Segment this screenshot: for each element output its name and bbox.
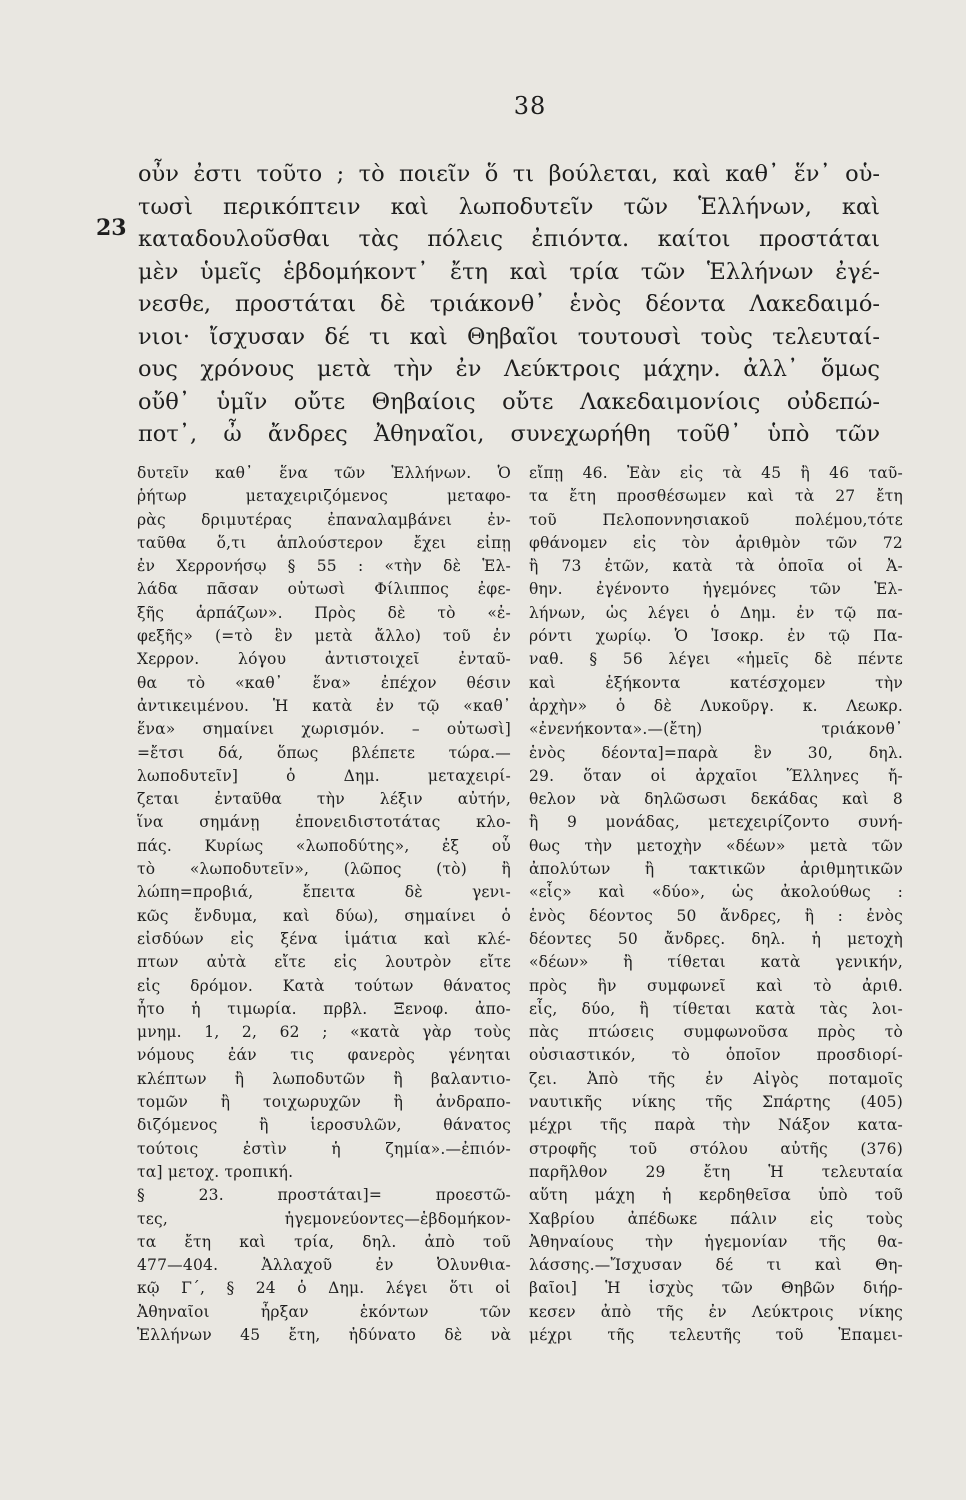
commentary-line: φθάνομεν εἰς τὸν ἀριθμὸν τῶν 72 bbox=[529, 533, 903, 552]
commentary-line: =ἔτσι δά, ὅπως βλέπετε τώρα.— bbox=[137, 743, 511, 762]
commentary-line: ρὰς δριμυτέρας ἐπαναλαμβάνει ἐν- bbox=[137, 510, 511, 529]
commentary-line: ἑνὸς δέοντος 50 ἄνδρες, ἢ : ἑνὸς bbox=[529, 906, 903, 925]
commentary-line: Χερρον. λόγου ἀντιστοιχεῖ ἐνταῦ- bbox=[137, 650, 511, 669]
commentary-line: ἀρχὴν» ὁ δὲ Λυκοῦργ. κ. Λεωκρ. bbox=[529, 696, 903, 715]
commentary-line: τα ἔτη προσθέσωμεν καὶ τὰ 27 ἔτη bbox=[529, 487, 903, 506]
commentary-right-column bbox=[529, 462, 903, 1347]
commentary-line: τα] μετοχ. τροπική. bbox=[137, 1162, 294, 1181]
commentary-line: ρόντι χωρίῳ. Ὁ Ἰσοκρ. ἐν τῷ Πα- bbox=[529, 627, 903, 646]
commentary-line: § 23. προστάται]= προεστῶ- bbox=[137, 1186, 511, 1205]
commentary-line: διζόμενος ἢ ἱεροσυλῶν, θάνατος bbox=[137, 1116, 511, 1135]
main-text-line: οὔθ᾽ ὑμῖν οὔτε Θηβαίοις οὔτε Λακεδαιμονίοις οὐδεπώ- bbox=[138, 388, 880, 415]
commentary-line: 29. ὅταν οἱ ἀρχαῖοι Ἕλληνες ἤ- bbox=[529, 766, 903, 785]
commentary-line: λώπη=προβιά, ἔπειτα δὲ γενι- bbox=[137, 883, 511, 902]
commentary-line: κῷ Γ΄, § 24 ὁ Δημ. λέγει ὅτι οἱ bbox=[137, 1279, 511, 1298]
main-text-line: ους χρόνους μετὰ τὴν ἐν Λεύκτροις μάχην. ἀλλ᾽ ὅμως bbox=[138, 356, 880, 382]
commentary-line: τες, ἡγεμονεύοντες—ἑβδομήκον- bbox=[137, 1209, 511, 1228]
commentary-line: λάδα πᾶσαν οὑτωσὶ Φίλιππος ἐφε- bbox=[137, 580, 511, 599]
main-text-line: ποτ᾽, ὦ ἄνδρες Ἀθηναῖοι, συνεχωρήθη τοῦθ᾽ ὑπὸ τῶν bbox=[138, 421, 880, 447]
main-text-line: νιοι· ἴσχυσαν δέ τι καὶ Θηβαῖοι τουτουσὶ τοὺς τελευταί- bbox=[138, 323, 880, 350]
commentary-line: θως τὴν μετοχὴν «δέων» μετὰ τῶν bbox=[529, 836, 903, 855]
commentary-line: νόμους ἐάν τις φανερὸς γένηται bbox=[137, 1046, 511, 1065]
commentary-line: ἐν Χερρονήσῳ § 55 : «τὴν δὲ Ἑλ- bbox=[137, 557, 511, 576]
commentary-line: εἴπῃ 46. Ἐὰν εἰς τὰ 45 ἢ 46 ταῦ- bbox=[529, 464, 903, 482]
commentary-line: εἰς δρόμον. Κατὰ τούτων θάνατος bbox=[137, 976, 511, 995]
commentary-line: θελον νὰ δηλῶσωσι δεκάδας καὶ 8 bbox=[529, 790, 903, 809]
commentary-line: «δέων» ἢ τίθεται κατὰ γενικήν, bbox=[529, 953, 903, 972]
commentary-line: μέχρι τῆς παρὰ τὴν Νάξον κατα- bbox=[529, 1116, 903, 1135]
commentary-line: θην. ἐγένοντο ἡγεμόνες τῶν Ἑλ- bbox=[529, 580, 903, 599]
commentary-line: εἷς, δύο, ἢ τίθεται κατὰ τὰς λοι- bbox=[529, 999, 903, 1018]
commentary-line: λήνων, ὡς λέγει ὁ Δημ. ἐν τῷ πα- bbox=[529, 603, 903, 622]
commentary-line: στροφῆς τοῦ στόλου αὐτῆς (376) bbox=[529, 1139, 903, 1158]
commentary-line: τομῶν ἢ τοιχωρυχῶν ἢ ἀνδραπο- bbox=[137, 1093, 511, 1112]
commentary-line: πὰς πτώσεις συμφωνοῦσα πρὸς τὸ bbox=[529, 1023, 903, 1042]
commentary-line: «ἐνενήκοντα».—(ἔτη) τριάκονθ᾽ bbox=[529, 720, 903, 739]
commentary-line: «εἷς» καὶ «δύο», ὡς ἀκολούθως : bbox=[529, 883, 903, 902]
commentary-line: ἑνὸς δέοντα]=παρὰ ἓν 30, δηλ. bbox=[529, 743, 903, 762]
main-text bbox=[138, 158, 880, 451]
commentary-line: φεξῆς» (=τὸ ἓν μετὰ ἄλλο) τοῦ ἐν bbox=[137, 627, 511, 646]
commentary-line: Ἀθηναῖοι ἦρξαν ἑκόντων τῶν bbox=[137, 1302, 511, 1321]
commentary-line: κλέπτων ἢ λωποδυτῶν ἢ βαλαντιο- bbox=[137, 1069, 511, 1088]
commentary-line: τοῦ Πελοποννησιακοῦ πολέμου,τότε bbox=[529, 510, 903, 529]
main-text-line: καταδουλοῦσθαι τὰς πόλεις ἐπιόντα. καίτοι προστάται bbox=[138, 226, 880, 252]
commentary-line: ἦτο ἡ τιμωρία. πρβλ. Ξενοφ. ἀπο- bbox=[137, 999, 511, 1018]
commentary-line: πρὸς ἣν συμφωνεῖ καὶ τὸ ἀριθ. bbox=[529, 976, 903, 995]
main-text-line: νεσθε, προστάται δὲ τριάκονθ᾽ ἑνὸς δέοντα Λακεδαιμό- bbox=[138, 291, 880, 317]
commentary-line: ἢ 73 ἐτῶν, κατὰ τὰ ὁποῖα οἱ Ἀ- bbox=[529, 557, 903, 576]
section-marker: 23 bbox=[96, 215, 127, 241]
commentary-line: θα τὸ «καθ᾽ ἕνα» ἐπέχον θέσιν bbox=[137, 673, 511, 692]
commentary-line: αὕτη μάχη ἡ κερδηθεῖσα ὑπὸ τοῦ bbox=[529, 1186, 903, 1205]
commentary-line: παρῆλθον 29 ἔτη Ἡ τελευταία bbox=[529, 1162, 903, 1181]
commentary-line: μέχρι τῆς τελευτῆς τοῦ Ἐπαμει- bbox=[529, 1325, 903, 1344]
commentary-line: πτων αὐτὰ εἴτε εἰς λουτρὸν εἴτε bbox=[137, 953, 511, 972]
commentary-line: τὸ «λωποδυτεῖν», (λῶπος (τὸ) ἢ bbox=[137, 860, 511, 879]
commentary-line: 477—404. Ἀλλαχοῦ ἐν Ὀλυνθια- bbox=[137, 1256, 511, 1275]
commentary-line: δέοντες 50 ἄνδρες. δηλ. ἡ μετοχὴ bbox=[529, 929, 903, 948]
commentary-line: λωποδυτεῖν] ὁ Δημ. μεταχειρί- bbox=[137, 766, 511, 785]
commentary-line: Χαβρίου ἀπέδωκε πάλιν εἰς τοὺς bbox=[529, 1209, 903, 1228]
commentary-line: ζει. Ἀπὸ τῆς ἐν Αἰγὸς ποταμοῖς bbox=[529, 1069, 903, 1088]
commentary-line: ζεται ἐνταῦθα τὴν λέξιν αὐτήν, bbox=[137, 790, 511, 809]
commentary-line: ῥήτωρ μεταχειριζόμενος μεταφο- bbox=[137, 487, 511, 506]
commentary-line: κῶς ἔνδυμα, καὶ δύω), σημαίνει ὁ bbox=[137, 906, 511, 925]
commentary-line: κεσεν ἀπὸ τῆς ἐν Λεύκτροις νίκης bbox=[529, 1302, 903, 1321]
main-text-line: μὲν ὑμεῖς ἑβδομήκοντ᾽ ἔτη καὶ τρία τῶν Ἑλλήνων ἐγέ- bbox=[138, 258, 880, 285]
commentary-line: ναθ. § 56 λέγει «ἡμεῖς δὲ πέντε bbox=[529, 650, 903, 669]
commentary-line: δυτεῖν καθ᾽ ἕνα τῶν Ἑλλήνων. Ὁ bbox=[137, 464, 511, 482]
commentary-line: τα ἔτη καὶ τρία, δηλ. ἀπὸ τοῦ bbox=[137, 1232, 511, 1251]
commentary-line: Ἑλλήνων 45 ἔτη, ἠδύνατο δὲ νὰ bbox=[137, 1325, 511, 1344]
commentary-left-column bbox=[137, 462, 511, 1347]
commentary-line: ἕνα» σημαίνει χωρισμόν. – οὑτωσὶ] bbox=[137, 720, 511, 739]
commentary-line: ἀντικειμένου. Ἡ κατὰ ἐν τῷ «καθ᾽ bbox=[137, 696, 511, 715]
commentary-line: λάσσης.—Ἴσχυσαν δέ τι καὶ Θη- bbox=[529, 1256, 903, 1275]
commentary-line: οὐσιαστικόν, τὸ ὁποῖον προσδιορί- bbox=[529, 1046, 903, 1065]
commentary-line: καὶ ἑξήκοντα κατέσχομεν τὴν bbox=[529, 673, 903, 692]
commentary-line: τούτοις ἐστὶν ἡ ζημία».—ἐπιόν- bbox=[137, 1139, 511, 1158]
commentary-line: ξῆς ἁρπάζων». Πρὸς δὲ τὸ «ἐ- bbox=[137, 603, 511, 622]
commentary-line: ναυτικῆς νίκης τῆς Σπάρτης (405) bbox=[529, 1093, 903, 1112]
commentary-line: βαῖοι] Ἡ ἰσχὺς τῶν Θηβῶν διήρ- bbox=[529, 1279, 903, 1298]
commentary-line: ταῦθα ὅ,τι ἁπλούστερον ἔχει εἰπῃ bbox=[137, 533, 511, 552]
commentary-line: ἀπολύτων ἢ τακτικῶν ἀριθμητικῶν bbox=[529, 860, 903, 879]
page-number: 38 bbox=[513, 92, 547, 120]
commentary-line: ἢ 9 μονάδας, μετεχειρίζοντο συνή- bbox=[529, 813, 903, 832]
main-text-line: οὖν ἐστι τοῦτο ; τὸ ποιεῖν ὅ τι βούλεται, καὶ καθ᾽ ἕν᾽ οὑ- bbox=[138, 161, 880, 187]
commentary-line: μνημ. 1, 2, 62 ; «κατὰ γὰρ τοὺς bbox=[137, 1023, 511, 1042]
commentary-line: ἵνα σημάνῃ ἐπονειδιστοτάτας κλο- bbox=[137, 813, 511, 832]
commentary-line: εἰσδύων εἰς ξένα ἱμάτια καὶ κλέ- bbox=[137, 929, 511, 948]
commentary-line: πάς. Κυρίως «λωποδύτης», ἐξ οὗ bbox=[137, 836, 511, 855]
main-text-line: τωσὶ περικόπτειν καὶ λωποδυτεῖν τῶν Ἑλλήνων, καὶ bbox=[138, 193, 880, 220]
commentary-line: Ἀθηναίους τὴν ἡγεμονίαν τῆς θα- bbox=[529, 1232, 903, 1251]
